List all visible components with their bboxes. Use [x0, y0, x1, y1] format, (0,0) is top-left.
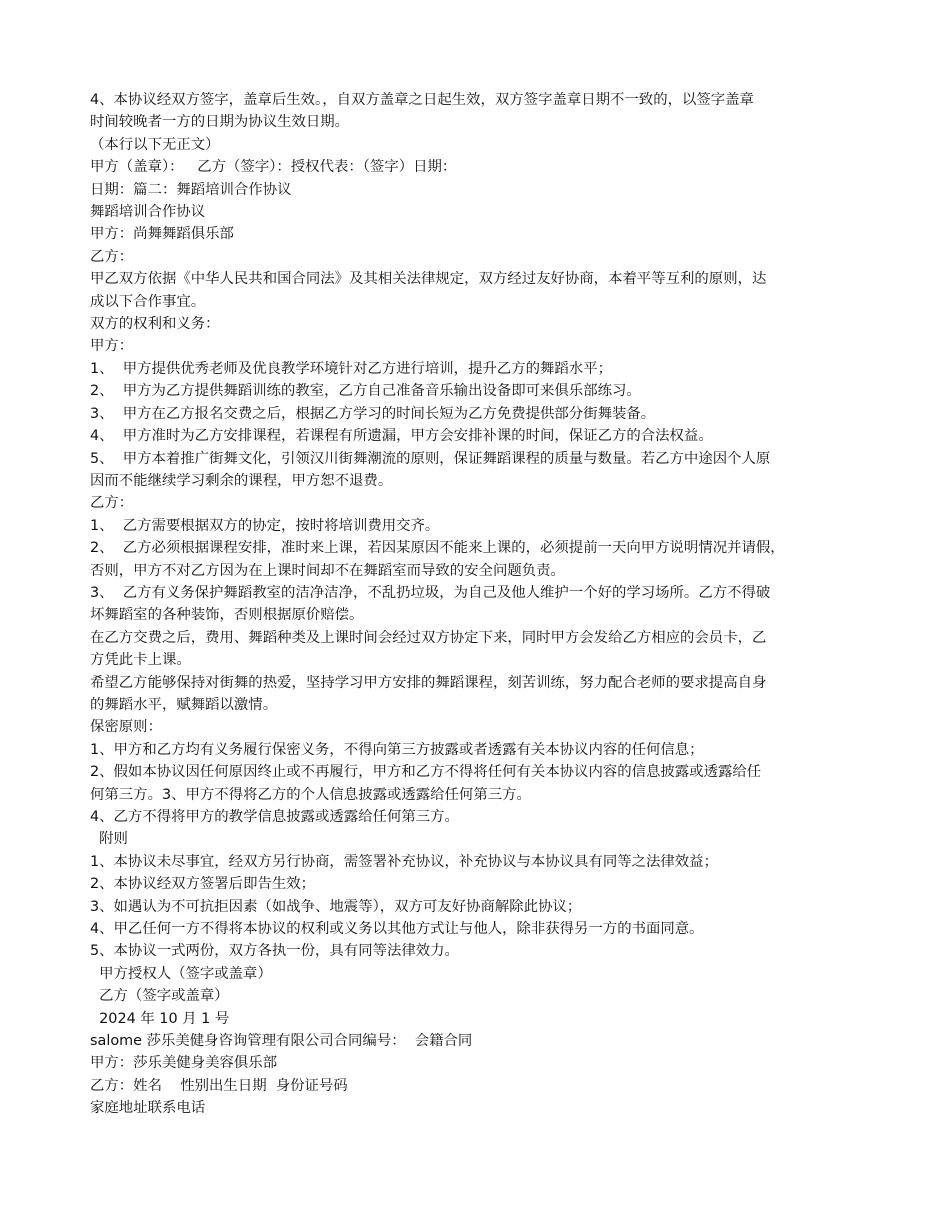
document-line: 5、 甲方本着推广街舞文化，引领汉川街舞潮流的原则，保证舞蹈课程的质量与数量。若乙方中途因个人原 — [90, 450, 771, 467]
document-line: 2、 甲方为乙方提供舞蹈训练的教室，乙方自己准备音乐输出设备即可来俱乐部练习。 — [90, 383, 641, 400]
document-line: 何第三方。3、甲方不得将乙方的个人信息披露或透露给任何第三方。 — [90, 786, 531, 803]
document-line: 日期：篇二：舞蹈培训合作协议 — [90, 181, 292, 198]
document-line: 2、假如本协议因任何原因终止或不再履行，甲方和乙方不得将任何有关本协议内容的信息披露或透露给任 — [90, 764, 762, 781]
document-line: 1、 乙方需要根据双方的协定，按时将培训费用交齐。 — [90, 517, 440, 534]
document-line: 甲方（盖章）： 乙方（签字）：授权代表：（签字）日期： — [90, 159, 457, 176]
document-line: 3、 乙方有义务保护舞蹈教室的洁净洁净，不乱扔垃圾，为自己及他人维护一个好的学习场所。乙方不得破 — [90, 584, 771, 601]
document-line: 甲方：莎乐美健身美容俱乐部 — [90, 1055, 278, 1072]
document-line: 家庭地址联系电话 — [90, 1100, 206, 1117]
document-page — [90, 89, 870, 1120]
document-line: 4、乙方不得将甲方的教学信息披露或透露给任何第三方。 — [90, 809, 459, 825]
document-line: 舞蹈培训合作协议 — [90, 204, 206, 221]
document-line: 1、甲方和乙方均有义务履行保密义务，不得向第三方披露或者透露有关本协议内容的任何信息； — [90, 741, 704, 758]
document-line: 1、 甲方提供优秀老师及优良教学环境针对乙方进行培训，提升乙方的舞蹈水平； — [90, 360, 612, 377]
document-line: （本行以下无正文） — [90, 136, 220, 153]
document-line: 在乙方交费之后，费用、舞蹈种类及上课时间会经过双方协定下来，同时甲方会发给乙方相应的会员卡，乙 — [90, 629, 767, 646]
document-line: 2024 年 10 月 1 号 — [90, 1010, 230, 1027]
document-line: 否则，甲方不对乙方因为在上课时间却不在舞蹈室而导致的安全问题负责。 — [90, 562, 565, 579]
document-line: 4、甲乙任何一方不得将本协议的权利或义务以其他方式让与他人，除非获得另一方的书面同意。 — [90, 921, 704, 938]
document-line: 4、本协议经双方签字，盖章后生效。，自双方盖章之日起生效，双方签字盖章日期不一致的，以签字盖章 — [90, 92, 754, 108]
document-line: 附则 — [90, 831, 128, 848]
document-line: 5、本协议一式两份，双方各执一份，具有同等法律效力。 — [90, 943, 459, 960]
document-line: 的舞蹈水平，赋舞蹈以激情。 — [90, 696, 278, 713]
document-line: 坏舞蹈室的各种装饰，否则根据原价赔偿。 — [90, 607, 364, 624]
document-line: 时间较晚者一方的日期为协议生效日期。 — [90, 114, 350, 131]
document-line: 双方的权利和义务： — [90, 316, 220, 333]
document-line: 甲方： — [90, 338, 134, 355]
document-line: 4、 甲方准时为乙方安排课程，若课程有所遗漏，甲方会安排补课的时间，保证乙方的合法权益。 — [90, 428, 713, 445]
document-line: 乙方： — [90, 495, 134, 512]
document-line: 希望乙方能够保持对街舞的热爱，坚持学习甲方安排的舞蹈课程，刻苦训练，努力配合老师的要求提高自身 — [90, 674, 767, 691]
document-line: salome 莎乐美健身咨询管理有限公司合同编号： 会籍合同 — [90, 1033, 473, 1050]
document-line: 3、如遇认为不可抗拒因素（如战争、地震等），双方可友好协商解除此协议； — [90, 898, 582, 915]
document-line: 甲方：尚舞舞蹈俱乐部 — [90, 226, 234, 243]
document-line: 甲方授权人（签字或盖章） — [90, 965, 272, 982]
document-line: 乙方：姓名 性别出生日期 身份证号码 — [90, 1077, 348, 1094]
document-line: 方凭此卡上课。 — [90, 652, 191, 669]
document-line: 保密原则： — [90, 719, 162, 736]
document-line: 3、 甲方在乙方报名交费之后，根据乙方学习的时间长短为乙方免费提供部分街舞装备。 — [90, 405, 656, 422]
document-line: 因而不能继续学习剩余的课程，甲方恕不退费。 — [90, 472, 393, 489]
document-line: 1、本协议未尽事宜，经双方另行协商，需签署补充协议，补充协议与本协议具有同等之法律效益； — [90, 853, 718, 870]
document-line: 乙方： — [90, 248, 134, 265]
document-line: 成以下合作事宜。 — [90, 293, 206, 310]
document-line: 乙方（签字或盖章） — [90, 988, 229, 1005]
document-line: 2、本协议经双方签署后即告生效； — [90, 876, 316, 893]
document-line: 2、 乙方必须根据课程安排，准时来上课，若因某原因不能来上课的，必须提前一天向甲方说明情况并请假， — [90, 540, 785, 557]
document-line: 甲乙双方依据《中华人民共和国合同法》及其相关法律规定，双方经过友好协商，本着平等互利的原则，达 — [90, 271, 767, 288]
